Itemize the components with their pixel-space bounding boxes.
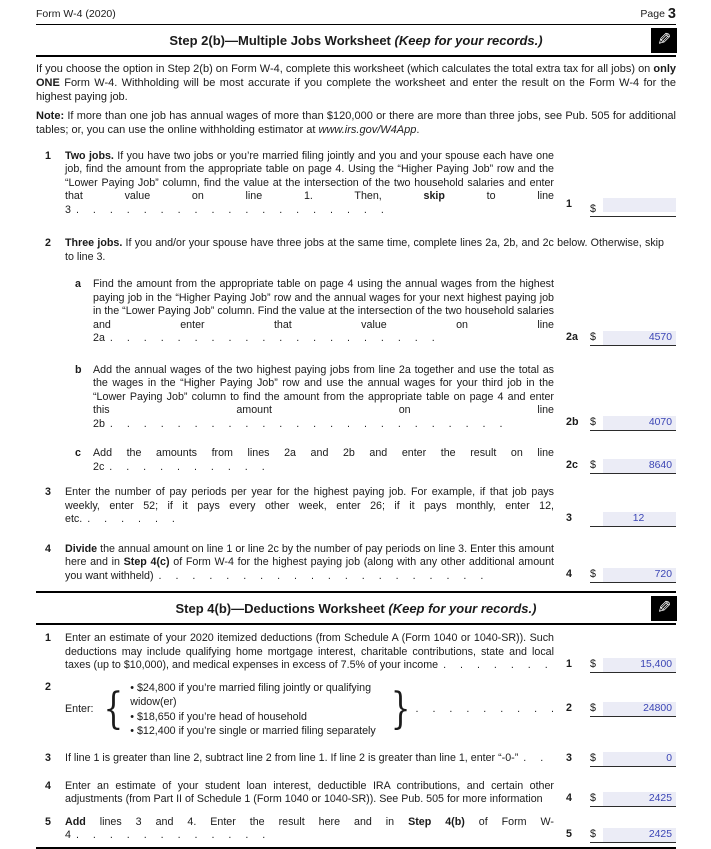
page-header xyxy=(36,8,676,20)
step4b-title: Step 4(b)—Deductions Worksheet xyxy=(175,601,385,617)
withholding-estimator-url: www.irs.gov/W4App xyxy=(318,124,417,137)
step2b-intro: If you choose the option in Step 2(b) on Form W-4, complete this worksheet (which calculates the total extra tax for all jobs) on only ONE Form W-4. Withholding will be most accurate if you complete the worksheet and enter the result on the Form W-4 for the highest paying job. xyxy=(36,63,676,103)
ded-line2-amount-field[interactable]: 24800 xyxy=(603,702,676,716)
line-number: 4 xyxy=(45,542,51,555)
dot-leader: . . . . . . . . . . . . . . . . . . . . xyxy=(109,332,435,345)
line-label: 2b xyxy=(566,416,579,429)
worksheet-row-line4: 4 Divide the annual amount on line 1 or line 2c by the number of pay periods on line 3. Enter this amount here and in Step 4(c) of Form W-4 for the highest paying job (along with any other additional amount you want withheld) . . . . . . . . . . . . . . . . . . . . 4 $ 720 xyxy=(36,543,676,584)
ded-line4-amount-field[interactable]: 2425 xyxy=(603,792,676,806)
worksheet-row-ded-line3: 3 If line 1 is greater than line 2, subtract line 2 from line 1. If line 2 is greater than line 1, enter “-0-” . . 3 $ 0 xyxy=(36,752,676,767)
line-number: 2 xyxy=(45,237,51,250)
line2c-amount-field[interactable]: 8640 xyxy=(603,459,676,473)
dot-leader: . . . . . . . . . . . . . . . . . . . . xyxy=(158,569,484,582)
dollar-sign: $ xyxy=(590,568,596,581)
line-label: 1 xyxy=(566,197,572,210)
dot-leader: . . . . . . . . . xyxy=(415,703,554,716)
enter-label: Enter: xyxy=(65,703,94,716)
line-number: 1 xyxy=(45,149,51,162)
worksheet-row-line3: 3 Enter the number of pay periods per year for the highest paying job. For example, if that job pays weekly, enter 52; if it pays every other week, enter 26; if it pays monthly, enter 12, etc. . . . . . . 3 12 xyxy=(36,486,676,527)
pencil-icon: ✎ xyxy=(651,596,677,621)
worksheet-row-ded-line1: 1 Enter an estimate of your 2020 itemized deductions (from Schedule A (Form 1040 or 1040-SR)). Such deductions may include qualifying home mortgage interest, charitable contributions, state and local taxes (up to $10,000), and medical expenses in excess of 7.5% of your income . . . . . . . 1 $ 15,400 xyxy=(36,632,676,673)
close-brace: } xyxy=(390,684,411,735)
step2b-subtitle: (Keep for your records.) xyxy=(394,33,543,48)
dollar-sign: $ xyxy=(590,330,596,343)
pencil-icon: ✎ xyxy=(651,28,677,53)
dollar-sign: $ xyxy=(590,202,596,215)
dot-leader: . . xyxy=(523,751,544,764)
worksheet-row-line2: 2 Three jobs. If you and/or your spouse have three jobs at the same time, complete lines 2a, 2b, and 2c below. Otherwise, skip to line 3. xyxy=(36,237,676,264)
line-number: 2 xyxy=(45,680,51,693)
page-number: Page 3 xyxy=(640,6,676,22)
worksheet-row-ded-line5: 5 Add lines 3 and 4. Enter the result here and in Step 4(b) of Form W-4 . . . . . . . . . . . . 5 $ 2425 xyxy=(36,816,676,843)
worksheet-row-ded-line4: 4 Enter an estimate of your student loan interest, deductible IRA contributions, and certain other adjustments (from Part II of Schedule 1 (Form 1040 or 1040-SR)). See Pub. 505 for more information 4 $ 2425 xyxy=(36,780,676,807)
line-label: 5 xyxy=(566,827,572,840)
divider xyxy=(36,623,676,625)
line-label: 2c xyxy=(566,459,578,472)
line-number: 4 xyxy=(45,779,51,792)
line-label: 3 xyxy=(566,751,572,764)
dot-leader: . . . . . . . . . . . . . . . . . . . xyxy=(75,203,384,216)
dollar-sign: $ xyxy=(590,791,596,804)
step4b-header xyxy=(36,593,676,623)
step2b-header xyxy=(36,25,676,55)
line2a-amount-field[interactable]: 4570 xyxy=(603,331,676,345)
dot-leader: . . . . . . . xyxy=(443,659,548,672)
line1-amount-field[interactable] xyxy=(603,198,676,212)
line-label: 1 xyxy=(566,657,572,670)
step2b-note: Note: If more than one job has annual wages of more than $120,000 or there are more than three jobs, see Pub. 505 for additional tables; or, you can use the online withholding estimator at www.irs.gov/W4App. xyxy=(36,110,676,137)
open-brace: { xyxy=(103,684,124,735)
worksheet-row-line2a: a Find the amount from the appropriate table on page 4 using the annual wages from the highest paying job in the “Higher Paying Job” row and the annual wages for your next highest paying job in the “Lower Paying Job” column. Find the value at the intersection of the two household salaries and enter that value on line 2a . . . . . . . . . . . . . . . . . . . . 2a $ 4570 xyxy=(36,278,676,346)
line-number: 3 xyxy=(45,751,51,764)
standard-deduction-options xyxy=(130,681,384,739)
line-number: 3 xyxy=(45,486,51,499)
line-label: 4 xyxy=(566,568,572,581)
line-label: 2 xyxy=(566,702,572,715)
ded-line3-amount-field[interactable]: 0 xyxy=(603,752,676,766)
line-label: 4 xyxy=(566,791,572,804)
dollar-sign: $ xyxy=(590,416,596,429)
ded-line1-amount-field[interactable]: 15,400 xyxy=(603,658,676,672)
dollar-sign: $ xyxy=(590,751,596,764)
line-number: b xyxy=(75,363,82,376)
dot-leader: . . . . . . . . . . . . . . . . . . . . . . . . xyxy=(109,417,503,430)
worksheet-row-ded-line2 xyxy=(36,681,676,739)
divider xyxy=(36,55,676,57)
option-single: • $12,400 if you’re single or married filing separately xyxy=(130,725,376,738)
dollar-sign: $ xyxy=(590,657,596,670)
dot-leader: . . . . . . . . . . xyxy=(109,460,265,473)
form-id: Form W-4 (2020) xyxy=(36,8,116,20)
line-number: c xyxy=(75,447,81,460)
step2b-title: Step 2(b)—Multiple Jobs Worksheet xyxy=(169,33,391,48)
dollar-sign: $ xyxy=(590,702,596,715)
line4-amount-field[interactable]: 720 xyxy=(603,568,676,582)
option-head-of-household: • $18,650 if you’re head of household xyxy=(130,710,307,723)
dollar-sign: $ xyxy=(590,827,596,840)
line-number: 1 xyxy=(45,632,51,645)
line-label: 2a xyxy=(566,330,578,343)
worksheet-row-line1: 1 Two jobs. If you have two jobs or you’re married filing jointly and you and your spouse each have one job, find the amount from the appropriate table on page 4. Using the “Higher Paying Job” row and the “Lower Paying Job” column, find the value at the intersection of the two household salaries and enter that value on line 1. Then, skip to line 3 . . . . . . . . . . . . . . . . . . . 1 $ xyxy=(36,150,676,218)
step4b-subtitle: (Keep for your records.) xyxy=(388,601,537,617)
ded-line5-amount-field[interactable]: 2425 xyxy=(603,828,676,842)
line-number: a xyxy=(75,278,81,291)
line2b-amount-field[interactable]: 4070 xyxy=(603,416,676,430)
worksheet-row-line2b: b Add the annual wages of the two highest paying jobs from line 2a together and use the total as the wages in the “Higher Paying Job” row and use the annual wages for your third job in the “Lower Paying Job” column to find the amount from the appropriate table on page 4 and enter this amount on line 2b . . . . . . . . . . . . . . . . . . . . . . . . 2b $ 4070 xyxy=(36,364,676,432)
dot-leader: . . . . . . xyxy=(87,513,175,526)
dot-leader: . . . . . . . . . . . . xyxy=(75,829,266,842)
line-number: 5 xyxy=(45,815,51,828)
line3-pay-periods-field[interactable]: 12 xyxy=(603,512,676,526)
worksheet-row-line2c: c Add the amounts from lines 2a and 2b and enter the result on line 2c . . . . . . . . . . 2c $ 8640 xyxy=(36,447,676,474)
line-label: 3 xyxy=(566,511,572,524)
option-married-jointly: • $24,800 if you’re married filing jointly or qualifying widow(er) xyxy=(130,681,372,709)
dollar-sign: $ xyxy=(590,459,596,472)
